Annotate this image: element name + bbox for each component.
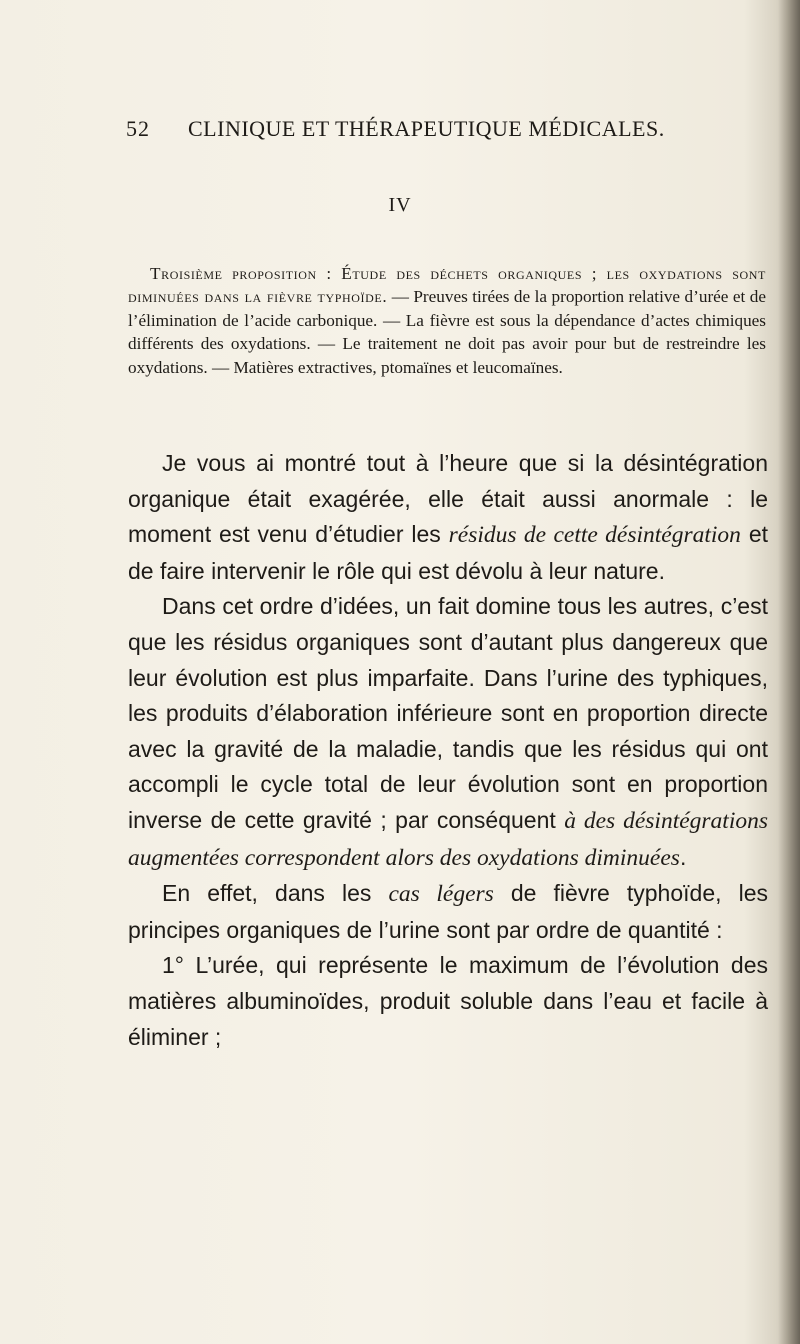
summary-lead: Troisième proposition : Étude des déchets organiques ; les oxydations sont diminuées dans la fièvre typhoïde. <box>128 264 766 307</box>
paragraph-4: 1° L’urée, qui représente le maximum de l’évolution des matières albuminoïdes, produit soluble dans l’eau et facile à éliminer ; <box>128 952 768 1050</box>
paragraph-2-text-a: Dans cet ordre d’idées, un fait domine tous les autres, c’est que les résidus organiques sont d’autant plus dangereux que leur évolution est plus imparfaite. Dans l’urine des typhiques, les produits d’élaboration inférieure sont en proportion directe avec la gravité de la maladie, tandis que les résidus qui ont accompli le cycle total de leur évolution sont en proportion inverse de cette gravité ; par conséquent <box>128 593 768 833</box>
paragraph-3-italic: cas légers <box>388 881 494 908</box>
paragraph-1-text-b: et de faire intervenir le rôle qui est dévolu à leur nature. <box>128 521 768 584</box>
running-title: CLINIQUE ET THÉRAPEUTIQUE MÉDICALES. <box>188 116 665 141</box>
page-number: 52 <box>126 116 150 141</box>
summary-rest: — Preuves tirées de la proportion relative d’urée et de l’élimination de l’acide carbonique. — La fièvre est sous la dépendance d’actes chimiques différents des oxydations. — Le traitement ne doit pas avoir pour but de restreindre les oxydations. — Matières extractives, ptomaïnes et leucomaïnes. <box>128 287 766 377</box>
paragraph-1 <box>128 446 768 589</box>
chapter-heading: IV <box>388 194 412 216</box>
paragraph-1-italic: résidus de cette désintégration <box>448 522 741 549</box>
chapter-summary <box>128 262 766 379</box>
body-text <box>128 446 768 1055</box>
paragraph-1-text-a: Je vous ai montré tout à l’heure que si la désintégration organique était exagérée, elle était aussi anormale : le moment est venu d’étudier les <box>128 450 768 548</box>
paragraph-3 <box>128 876 768 948</box>
paragraph-2 <box>128 589 768 876</box>
paragraph-3-text-a: En effet, dans les <box>162 880 389 907</box>
paragraph-2-text-b: . <box>679 843 687 870</box>
paragraph-2-italic: à des désintégrations augmentées correspondent alors des oxydations diminuées <box>128 807 768 871</box>
paragraph-3-text-b: de fièvre typhoïde, les principes organiques de l’urine sont par ordre de quantité : <box>128 880 768 943</box>
